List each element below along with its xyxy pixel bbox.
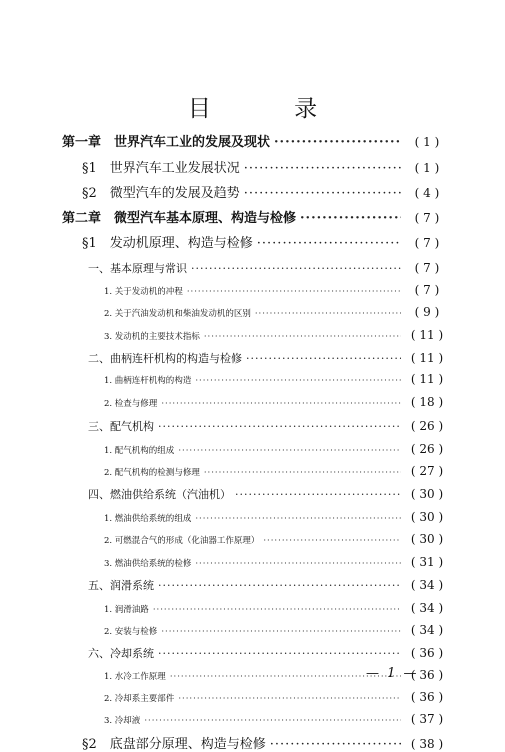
toc-entry-subsection — [88, 352, 449, 364]
leader-dots — [158, 421, 401, 432]
page-number: — 1 — — [366, 666, 419, 681]
toc-entry-label: 2. 可燃混合气的形成（化油器工作原理） — [104, 536, 260, 546]
toc-entry-item — [104, 624, 449, 637]
leader-dots — [244, 162, 401, 175]
toc-entry-label: 2. 配气机构的检测与修理 — [104, 468, 200, 478]
leader-dots — [153, 606, 401, 615]
toc-entry-item — [104, 691, 449, 704]
toc-entry-label: §2 微型汽车的发展及趋势 — [82, 186, 240, 201]
toc-entry-page: ( 11 ) — [410, 351, 444, 365]
leader-dots — [274, 136, 401, 149]
toc-entry-page: ( 4 ) — [414, 186, 440, 200]
leader-dots — [204, 469, 401, 478]
toc-entry-page: ( 11 ) — [410, 328, 444, 342]
leader-dots — [235, 489, 401, 500]
toc-entry-page: ( 26 ) — [410, 419, 444, 433]
toc-entry-page: ( 1 ) — [414, 135, 440, 149]
leader-dots — [300, 212, 401, 225]
leader-dots — [161, 400, 401, 409]
toc-entry-label: 2. 冷却系主要部件 — [104, 694, 175, 704]
toc-entry-page: ( 36 ) — [410, 690, 444, 704]
toc-entry-subsection — [88, 420, 449, 432]
toc-entry-label: 1. 曲柄连杆机构的构造 — [104, 376, 192, 386]
leader-dots — [178, 695, 401, 704]
toc-entry-label: 1. 水冷工作原理 — [104, 672, 166, 682]
toc-entry-page: ( 38 ) — [410, 737, 444, 751]
toc-entry-page: ( 27 ) — [410, 464, 444, 478]
toc-entry-page: ( 34 ) — [410, 623, 444, 637]
toc-entry-label: 六、冷却系统 — [88, 647, 154, 660]
toc-entry-section — [82, 738, 449, 751]
toc-entry-label: 1. 关于发动机的冲程 — [104, 287, 183, 297]
toc-entry-page: ( 30 ) — [410, 532, 444, 546]
leader-dots — [195, 560, 401, 569]
leader-dots — [255, 310, 401, 319]
toc-entry-label: 二、曲柄连杆机构的构造与检修 — [88, 352, 242, 365]
toc-entry-item — [104, 533, 449, 546]
leader-dots — [144, 717, 401, 726]
toc-entry-page: ( 31 ) — [410, 555, 444, 569]
toc-entry-item — [104, 713, 449, 726]
toc-entry-label: 3. 燃油供给系统的检修 — [104, 559, 192, 569]
toc-entry-item — [104, 284, 449, 297]
toc-entry-label: 2. 关于汽油发动机和柴油发动机的区别 — [104, 309, 251, 319]
toc-entry-item — [104, 329, 449, 342]
toc-entry-item — [104, 465, 449, 478]
toc-entry-label: 3. 发动机的主要技术指标 — [104, 332, 200, 342]
leader-dots — [244, 187, 401, 200]
toc-entry-section — [82, 162, 449, 175]
toc-entry-label: 五、润滑系统 — [88, 579, 154, 592]
toc-entry-chapter — [62, 136, 449, 149]
toc-entry-page: ( 36 ) — [410, 668, 444, 682]
toc-entry-page: ( 7 ) — [414, 211, 440, 225]
toc-entry-section — [82, 187, 449, 200]
toc-entry-item — [104, 602, 449, 615]
toc-entry-page: ( 30 ) — [410, 487, 444, 501]
leader-dots — [191, 263, 401, 274]
leader-dots — [246, 353, 401, 364]
toc-entry-subsection — [88, 647, 449, 659]
toc-entry-item — [104, 556, 449, 569]
toc-entry-label: §1 发动机原理、构造与检修 — [82, 236, 253, 251]
toc-entry-item — [104, 306, 449, 319]
toc-entry-section — [82, 237, 449, 250]
toc-entry-label: 1. 燃油供给系统的组成 — [104, 514, 192, 524]
toc-entry-page: ( 7 ) — [414, 261, 440, 275]
toc-entry-page: ( 34 ) — [410, 578, 444, 592]
toc-entry-subsection — [88, 488, 449, 500]
toc-entry-subsection — [88, 262, 449, 274]
leader-dots — [161, 628, 401, 637]
leader-dots — [195, 377, 401, 386]
leader-dots — [270, 738, 401, 751]
toc-entry-page: ( 34 ) — [410, 601, 444, 615]
toc-entry-label: §2 底盘部分原理、构造与检修 — [82, 737, 266, 752]
toc-entry-page: ( 11 ) — [410, 372, 444, 386]
leader-dots — [158, 580, 401, 591]
toc-entry-page: ( 30 ) — [410, 510, 444, 524]
toc-entry-item — [104, 443, 449, 456]
toc-entry-item — [104, 396, 449, 409]
toc-entry-page: ( 37 ) — [410, 712, 444, 726]
toc-entry-label: 2. 检查与修理 — [104, 399, 158, 409]
toc-entry-label: 第一章 世界汽车工业的发展及现状 — [62, 135, 271, 150]
toc-entry-page: ( 7 ) — [414, 283, 440, 297]
toc-entry-label: 3. 冷却液 — [104, 716, 141, 726]
leader-dots — [178, 447, 401, 456]
toc-entry-page: ( 26 ) — [410, 442, 444, 456]
toc-entry-label: 1. 润滑油路 — [104, 605, 149, 615]
toc-entry-page: ( 9 ) — [414, 305, 440, 319]
leader-dots — [187, 288, 401, 297]
toc-entry-item — [104, 511, 449, 524]
page-title: 目 录 — [187, 96, 356, 122]
leader-dots — [263, 537, 401, 546]
toc-entry-subsection — [88, 579, 449, 591]
toc-entry-label: 四、燃油供给系统（汽油机） — [88, 488, 231, 501]
toc-entry-chapter — [62, 212, 449, 225]
leader-dots — [257, 237, 401, 250]
toc-entry-label: 一、基本原理与常识 — [88, 262, 187, 275]
toc-entry-page: ( 1 ) — [414, 161, 440, 175]
leader-dots — [195, 515, 401, 524]
toc-entry-page: ( 36 ) — [410, 646, 444, 660]
leader-dots — [204, 333, 401, 342]
toc-entry-label: 1. 配气机构的组成 — [104, 446, 175, 456]
toc-entry-item — [104, 373, 449, 386]
toc-entry-label: §1 世界汽车工业发展状况 — [82, 161, 240, 176]
toc-entry-label: 三、配气机构 — [88, 420, 154, 433]
toc-entry-label: 第二章 微型汽车基本原理、构造与检修 — [62, 211, 297, 226]
leader-dots — [158, 648, 401, 659]
toc-entry-page: ( 18 ) — [410, 395, 444, 409]
toc-entry-page: ( 7 ) — [414, 236, 440, 250]
toc-entry-label: 2. 安装与检修 — [104, 627, 158, 637]
